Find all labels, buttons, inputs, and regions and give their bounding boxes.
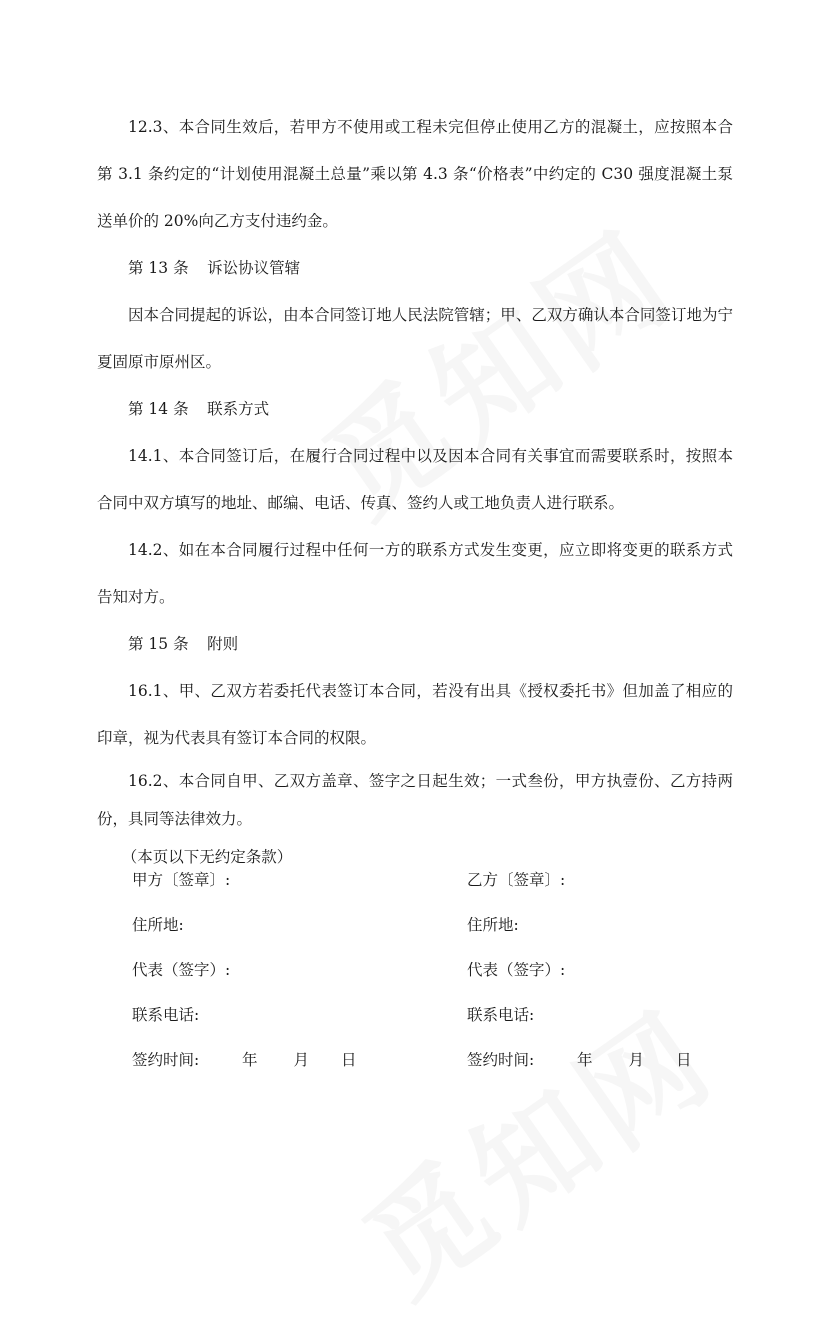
party-b-month: 月 [628, 1051, 645, 1069]
article-13-text: 因本合同提起的诉讼，由本合同签订地人民法院管辖；甲、乙双方确认本合同签订地为宁夏固原市原州区。 [97, 306, 733, 371]
article-15-heading [97, 621, 733, 668]
contract-body [97, 104, 733, 872]
party-b-address-label: 住所地: [467, 916, 519, 934]
clause-14-1: 14.1、本合同签订后，在履行合同过程中以及因本合同有关事宜而需要联系时，按照本合同中双方填写的地址、邮编、电话、传真、签约人或工地负责人进行联系。 [97, 447, 733, 512]
party-b-day: 日 [676, 1051, 692, 1069]
party-a-year: 年 [242, 1051, 258, 1069]
article-14-heading [97, 386, 733, 433]
article-15-number: 第 15 条 [128, 635, 189, 653]
clause-14-2: 14.2、如在本合同履行过程中任何一方的联系方式发生变更，应立即将变更的联系方式告知对方。 [97, 541, 733, 606]
article-14-title: 联系方式 [207, 400, 270, 418]
party-a-day: 日 [341, 1051, 357, 1069]
clause-16-2: 16.2、本合同自甲、乙双方盖章、签字之日起生效；一式叁份，甲方执壹份、乙方持两份，具同等法律效力。 [97, 772, 733, 828]
party-b-year: 年 [577, 1051, 593, 1069]
article-14-number: 第 14 条 [128, 400, 189, 418]
party-a-phone-label: 联系电话: [132, 1006, 200, 1024]
article-13-number: 第 13 条 [128, 259, 189, 277]
party-b-rep-label: 代表（签字）: [467, 961, 566, 979]
party-b-date-row [467, 1038, 787, 1083]
no-further-terms-note: （本页以下无约定条款） [121, 848, 293, 866]
party-a-address-label: 住所地: [132, 916, 184, 934]
party-b-phone-label: 联系电话: [467, 1006, 535, 1024]
clause-16-1: 16.1、甲、乙双方若委托代表签订本合同，若没有出具《授权委托书》但加盖了相应的印章，视为代表具有签订本合同的权限。 [97, 682, 733, 747]
party-a-signature-block [132, 858, 452, 1083]
article-13-heading [97, 245, 733, 292]
party-b-date-label: 签约时间: [467, 1051, 535, 1069]
party-a-month: 月 [293, 1051, 310, 1069]
party-a-date-label: 签约时间: [132, 1051, 200, 1069]
party-a-seal-label: 甲方〔签章〕: [132, 871, 231, 889]
clause-12-3: 12.3、本合同生效后，若甲方不使用或工程未完但停止使用乙方的混凝土，应按照本合第 3.1 条约定的“计划使用混凝土总量”乘以第 4.3 条“价格表”中约定的 C30 强度混凝土泵送单价的 20%向乙方支付违约金。 [97, 118, 733, 230]
article-15-title: 附则 [207, 635, 239, 653]
party-b-seal-label: 乙方〔签章〕: [467, 871, 566, 889]
party-a-rep-label: 代表（签字）: [132, 961, 231, 979]
article-13-title: 诉讼协议管辖 [207, 259, 301, 277]
party-a-date-row [132, 1038, 452, 1083]
party-b-signature-block [467, 858, 787, 1083]
